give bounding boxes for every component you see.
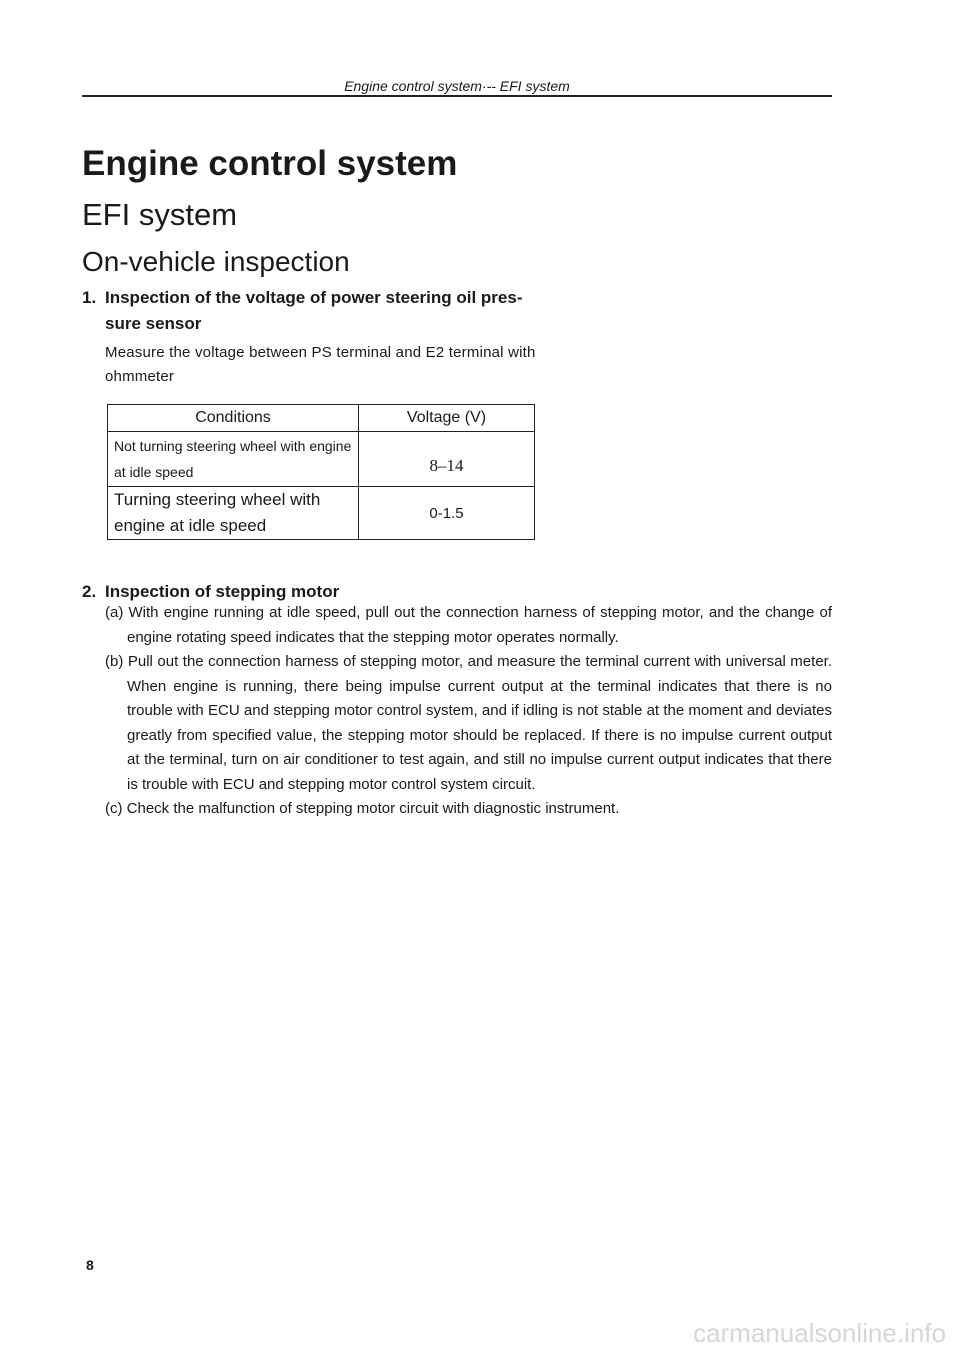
step-1-title-line-1: Inspection of the voltage of power steering oil pres- xyxy=(105,288,523,307)
step-2-instructions xyxy=(105,601,832,822)
step-1-title-line-2: sure sensor xyxy=(105,314,202,333)
condition-cell: Turning steering wheel with engine at idle speed xyxy=(108,487,359,540)
table-header-voltage: Voltage (V) xyxy=(359,405,535,432)
table-header-conditions: Conditions xyxy=(108,405,359,432)
step-2-title: Inspection of stepping motor xyxy=(105,582,340,601)
step-2-number: 2. xyxy=(82,582,97,601)
step-1-description: Measure the voltage between PS terminal and E2 terminal with ohmmeter xyxy=(105,344,536,385)
table-row xyxy=(108,432,535,487)
list-item: (c) Check the malfunction of stepping motor circuit with diagnostic instrument. xyxy=(105,800,620,817)
list-item: (a) With engine running at idle speed, pull out the connection harness of stepping motor, and the change of engine rotating speed indicates that the stepping motor operates normally. xyxy=(105,604,832,646)
voltage-cell: 8–14 xyxy=(359,432,535,487)
step-1-heading xyxy=(82,285,552,337)
step-1-number: 1. xyxy=(82,288,97,307)
voltage-cell: 0-1.5 xyxy=(359,487,535,540)
page-number: 8 xyxy=(86,1257,94,1273)
condition-cell: Not turning steering wheel with engine at idle speed xyxy=(108,432,359,487)
header-rule xyxy=(82,95,832,97)
voltage-spec-table xyxy=(107,404,535,540)
section-title: EFI system xyxy=(82,197,238,232)
page-title: Engine control system xyxy=(82,144,458,183)
table-header-row xyxy=(108,405,535,432)
list-item: (b) Pull out the connection harness of stepping motor, and measure the terminal current with universal meter. When engine is running, there being impulse current output at the terminal indicates that there is no trouble with ECU and stepping motor control system, and if idling is not stable at the moment and deviates greatly from specified value, the stepping motor should be replaced. If there is no impulse current output at the terminal, turn on air conditioner to test again, and still no impulse current output indicates that there is trouble with ECU and stepping motor control system circuit. xyxy=(105,653,832,793)
subsection-title: On-vehicle inspection xyxy=(82,246,350,277)
watermark: carmanualsonline.info xyxy=(693,1318,946,1348)
table-row xyxy=(108,487,535,540)
running-header: Engine control system·-- EFI system xyxy=(344,78,570,94)
